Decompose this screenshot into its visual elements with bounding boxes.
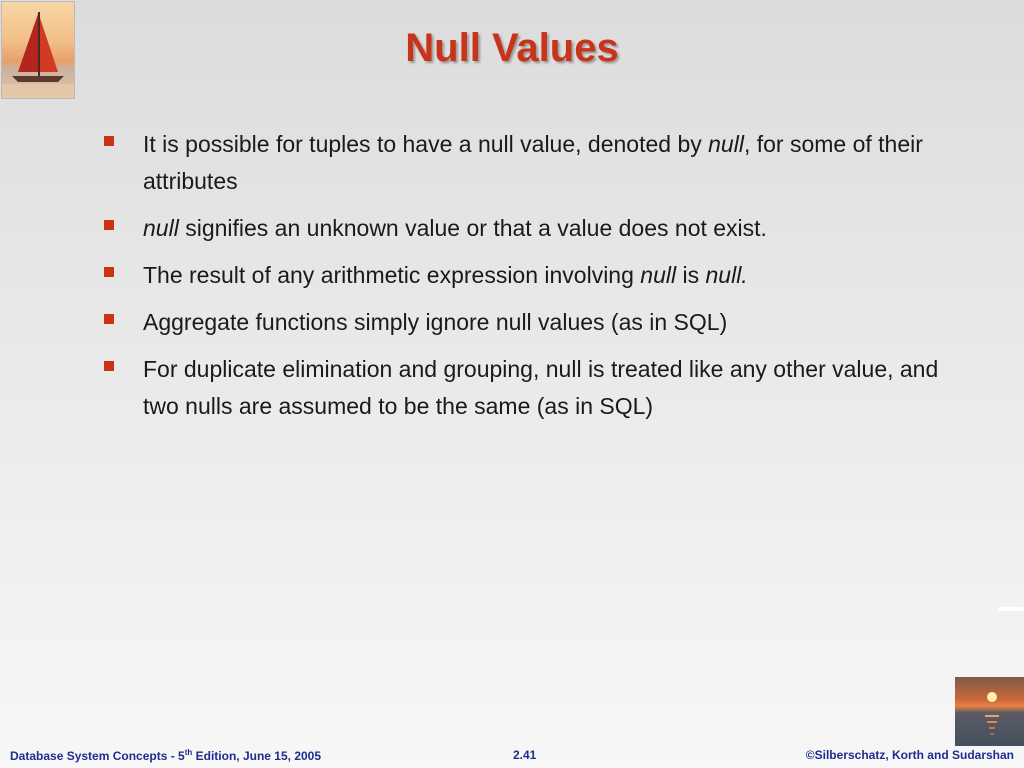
bullet-text: For duplicate elimination and grouping, null is treated like any other value, and two nulls are assumed to be the same (as in SQL) (143, 356, 939, 419)
bullet-text: The result of any arithmetic expression involving null is null. (143, 262, 748, 288)
decorative-line (998, 607, 1024, 611)
bullet-square-icon (104, 220, 114, 230)
bullet-square-icon (104, 136, 114, 146)
bullet-list (104, 126, 944, 435)
sunset-logo-icon (955, 677, 1024, 746)
bullet-item (104, 351, 944, 425)
bullet-square-icon (104, 267, 114, 277)
footer-course-info: Database System Concepts - 5th Edition, June 15, 2005 (10, 748, 322, 763)
bullet-text: It is possible for tuples to have a null value, denoted by null, for some of their attributes (143, 131, 923, 194)
bullet-item (104, 257, 944, 294)
slide-title: Null Values (405, 26, 619, 70)
bullet-square-icon (104, 314, 114, 324)
bullet-square-icon (104, 361, 114, 371)
bullet-item (104, 210, 944, 247)
bullet-text: null signifies an unknown value or that a value does not exist. (143, 215, 767, 241)
bullet-text: Aggregate functions simply ignore null values (as in SQL) (143, 309, 728, 335)
page-number: 2.41 (513, 748, 537, 762)
bullet-item (104, 126, 944, 200)
bullet-item (104, 304, 944, 341)
slide-footer (0, 744, 1024, 768)
copyright: ©Silberschatz, Korth and Sudarshan (805, 748, 1014, 762)
